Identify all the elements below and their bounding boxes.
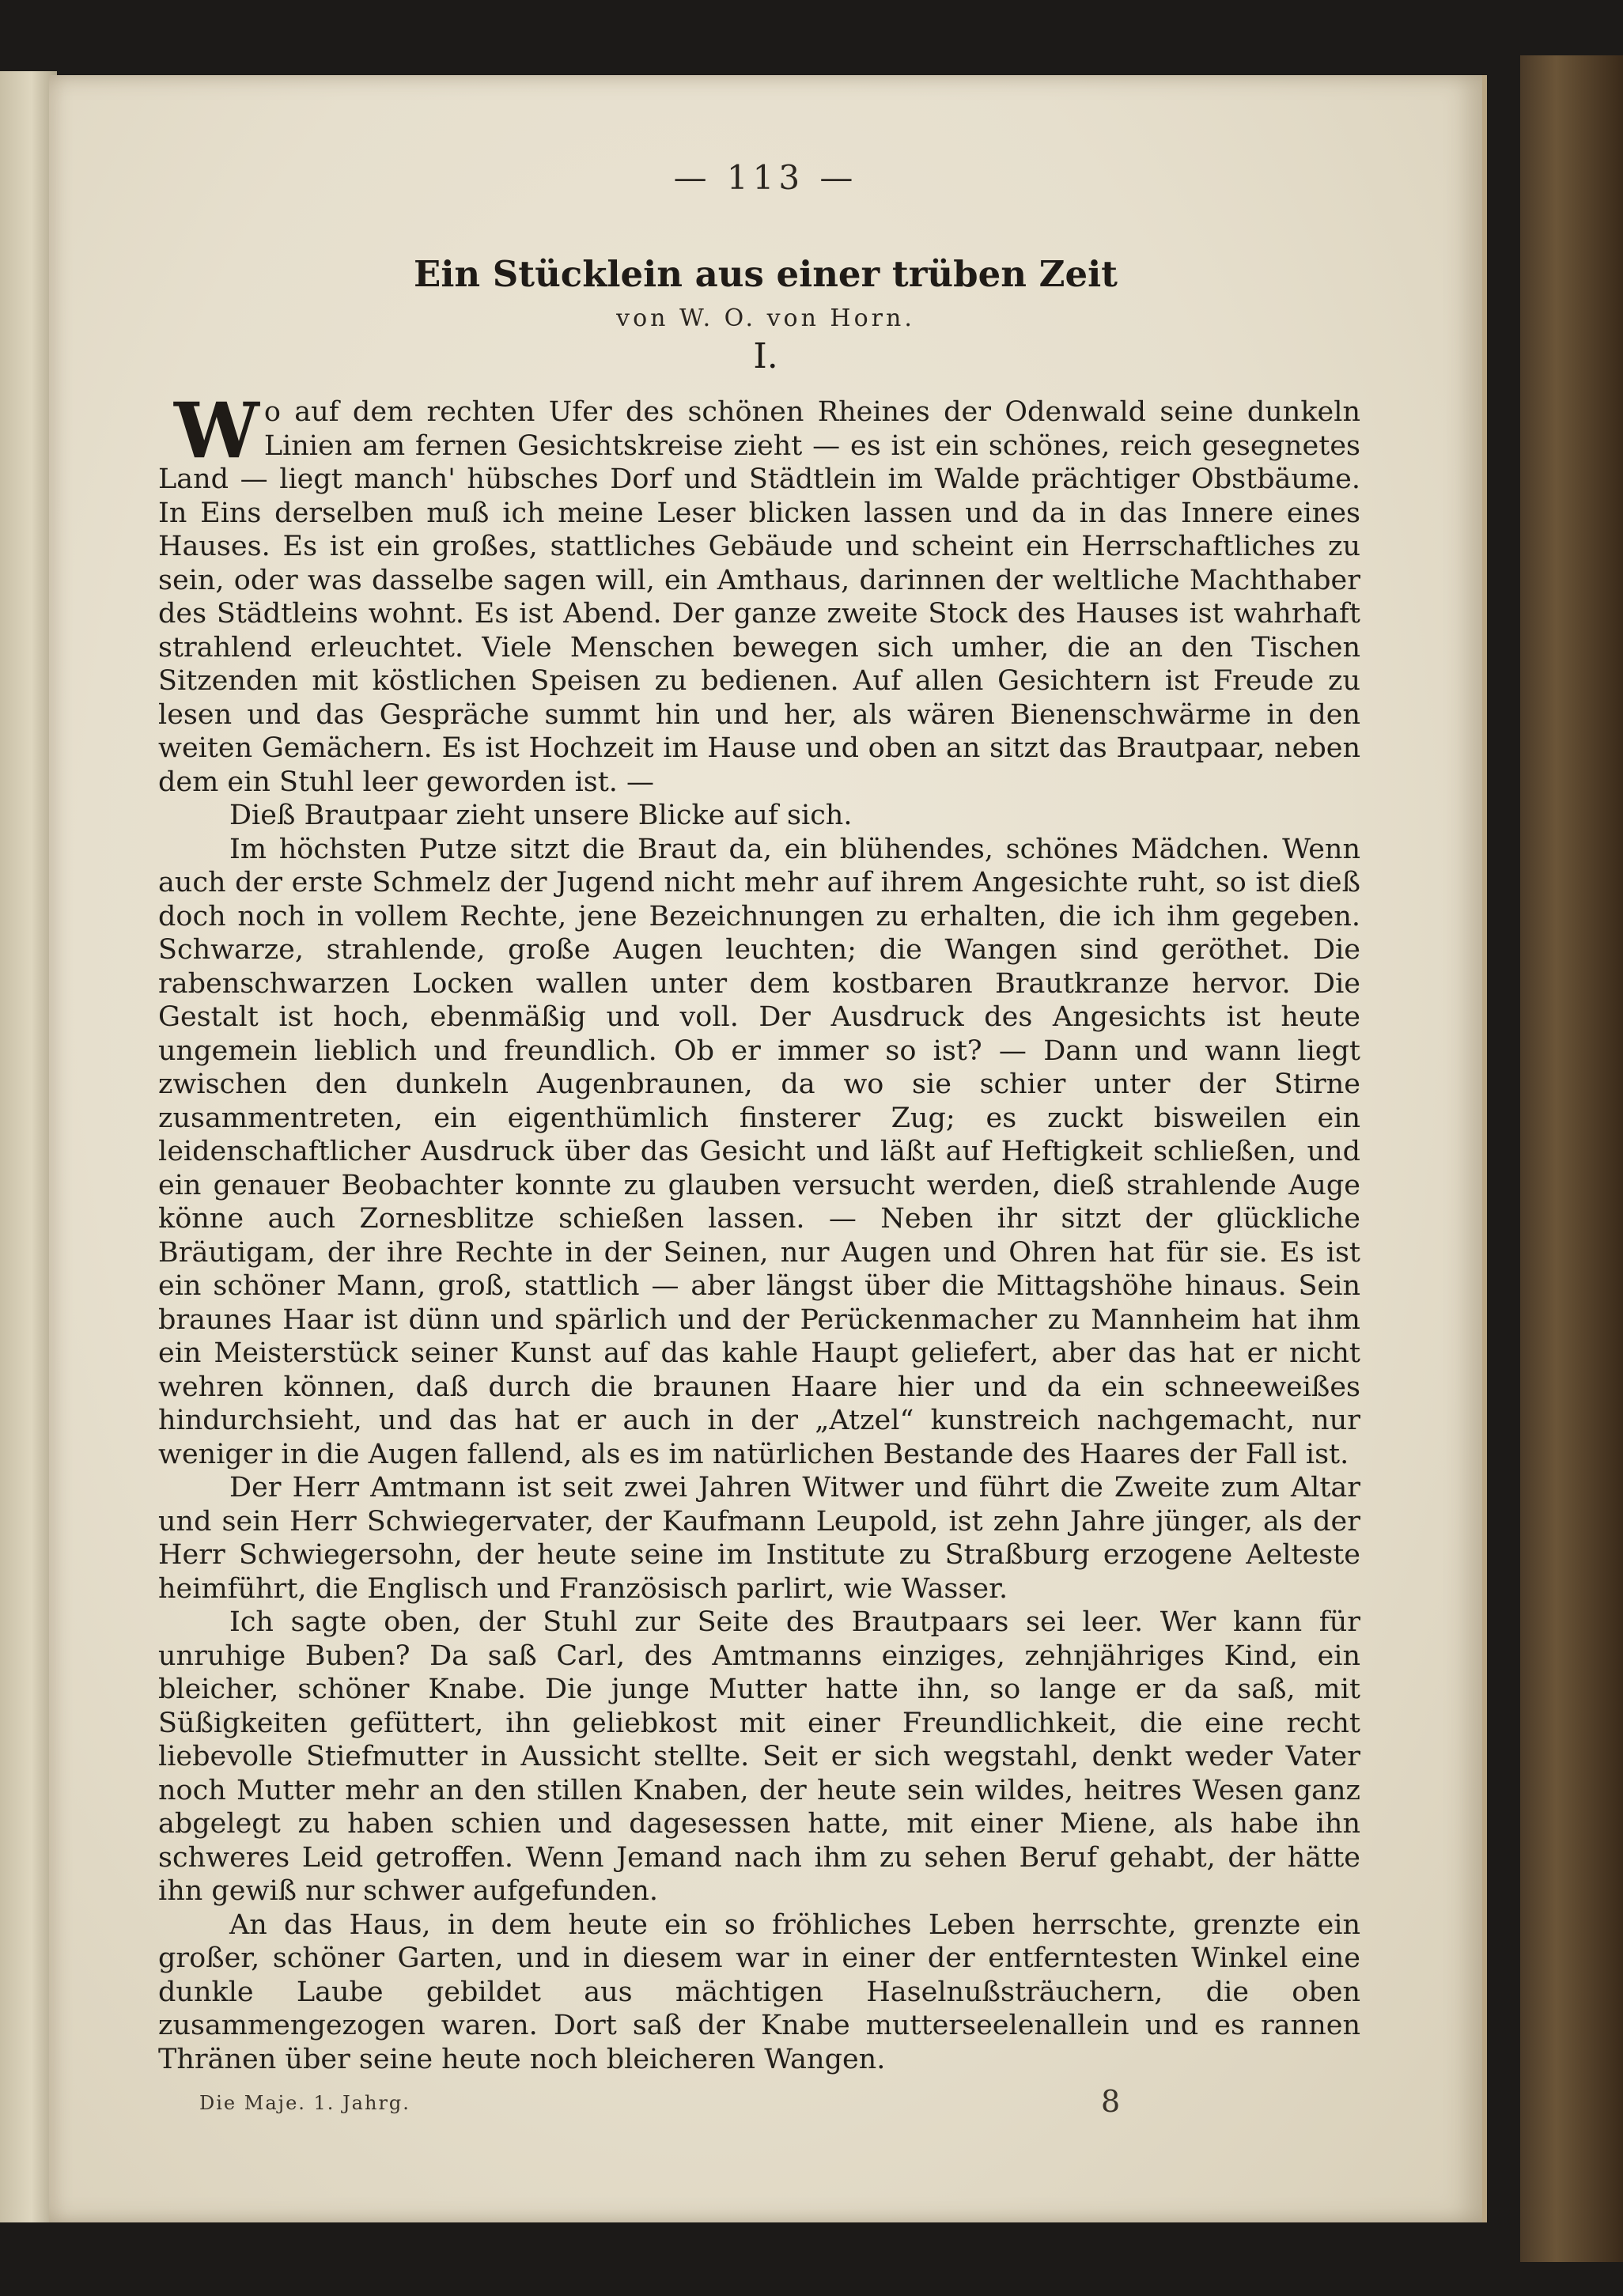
paragraph: An das Haus, in dem heute ein so fröhliches Leben herrschte, grenzte ein großer, schöner Garten, und in diesem war in einer der entferntesten Winkel eine dunkle Laube gebildet aus mächtigen Haselnußsträuchern, die oben zusammengezogen waren. Dort saß der Knabe mutterseelenallein und es rannen Thränen über seine heute noch bleicheren Wangen. bbox=[158, 1908, 1360, 2075]
sheet-number: 8 bbox=[1101, 2084, 1121, 2119]
author-byline: von W. O. von Horn. bbox=[616, 304, 915, 332]
book-page bbox=[49, 75, 1487, 2222]
article-body bbox=[158, 386, 1360, 2076]
paragraph-text: o auf dem rechten Ufer des schönen Rheines der Odenwald seine dunkeln Linien am fernen Gesichtskreise zieht — es ist ein schönes, reich gesegnetes Land — liegt manch' hübsches Dorf und Städtlein im Walde prächtiger Obstbäume. In Eins derselben muß ich meine Leser blicken lassen und da in das Innere eines Hauses. Es ist ein großes, stattliches Gebäude und scheint ein Herrschaftliches zu sein, oder was dasselbe sagen will, ein Amthaus, darinnen der weltliche Machthaber des Städtleins wohnt. Es ist Abend. Der ganze zweite Stock des Hauses ist wahrhaft strahlend erleuchtet. Viele Menschen bewegen sich umher, die an den Tischen Sitzenden mit köstlichen Speisen zu bedienen. Auf allen Gesichtern ist Freude zu lesen und das Gespräche summt hin und her, als wären Bienenschwärme in den weiten Gemächern. Es ist Hochzeit im Hause und oben an sitzt das Brautpaar, neben dem ein Stuhl leer geworden ist. — bbox=[158, 396, 1360, 798]
page-number: — 113 — bbox=[673, 158, 858, 197]
paragraph: Im höchsten Putze sitzt die Braut da, ein blühendes, schönes Mädchen. Wenn auch der erste Schmelz der Jugend nicht mehr auf ihrem Angesichte ruht, so ist dieß doch noch in vollem Rechte, jene Bezeichnungen zu erhalten, die ich ihm gegeben. Schwarze, strahlende, große Augen leuchten; die Wangen sind geröthet. Die rabenschwarzen Locken wallen unter dem kostbaren Brautkranze hervor. Die Gestalt ist hoch, ebenmäßig und voll. Der Ausdruck des Angesichts ist heute ungemein lieblich und freundlich. Ob er immer so ist? — Dann und wann liegt zwischen den dunkeln Augenbraunen, da wo sie schier unter der Stirne zusammentreten, ein eigenthümlich finsterer Zug; es zuckt bisweilen ein leidenschaftlicher Ausdruck über das Gesicht und läßt auf Heftigkeit schließen, und ein genauer Beobachter konnte zu glauben versucht werden, dieß strahlende Auge könne auch Zornesblitze schießen lassen. — Neben ihr sitzt der glückliche Bräutigam, der ihre Rechte in der Seinen, nur Augen und Ohren hat für sie. Es ist ein schöner Mann, groß, stattlich — aber längst über die Mittagshöhe hinaus. Sein braunes Haar ist dünn und spärlich und der Perückenmacher zu Mannheim hat ihm ein Meisterstück seiner Kunst auf das kahle Haupt geliefert, aber das hat er nicht wehren können, daß durch die braunen Haare hier und da ein schneeweißes hindurchsieht, und das hat er auch in der „Atzel“ kunstreich nachgemacht, nur weniger in die Augen fallend, als es im natürlichen Bestande des Haares der Fall ist. bbox=[158, 833, 1360, 1470]
drop-cap: W bbox=[174, 386, 259, 475]
footer-signature: Die Maje. 1. Jahrg. bbox=[199, 2092, 410, 2114]
paragraph bbox=[158, 386, 1360, 799]
section-number: I. bbox=[753, 336, 778, 376]
book-spine-edge bbox=[1520, 55, 1623, 2262]
paragraph: Ich sagte oben, der Stuhl zur Seite des Brautpaars sei leer. Wer kann für unruhige Buben? Da saß Carl, des Amtmanns einziges, zehnjähriges Kind, ein bleicher, schöner Knabe. Die junge Mutter hatte ihn, so lange er da saß, mit Süßigkeiten gefüttert, ihn geliebkost mit einer Freundlichkeit, die eine recht liebevolle Stiefmutter in Aussicht stellte. Seit er sich wegstahl, denkt weder Vater noch Mutter mehr an den stillen Knaben, der heute sein wildes, heitres Wesen ganz abgelegt zu haben schien und dagesessen hatte, mit einer Miene, als habe ihn schweres Leid getroffen. Wenn Jemand nach ihm zu sehen Beruf gehabt, der hätte ihn gewiß nur schwer aufgefunden. bbox=[158, 1606, 1360, 1907]
paragraph: Dieß Brautpaar zieht unsere Blicke auf sich. bbox=[229, 800, 853, 831]
article-title: Ein Stücklein aus einer trüben Zeit bbox=[414, 253, 1118, 295]
paragraph: Der Herr Amtmann ist seit zwei Jahren Witwer und führt die Zweite zum Altar und sein Herr Schwiegervater, der Kaufmann Leupold, ist zehn Jahre jünger, als der Herr Schwiegersohn, der heute seine im Institute zu Straßburg erzogene Aelteste heimführt, die Englisch und Französisch parlirt, wie Wasser. bbox=[158, 1472, 1360, 1605]
